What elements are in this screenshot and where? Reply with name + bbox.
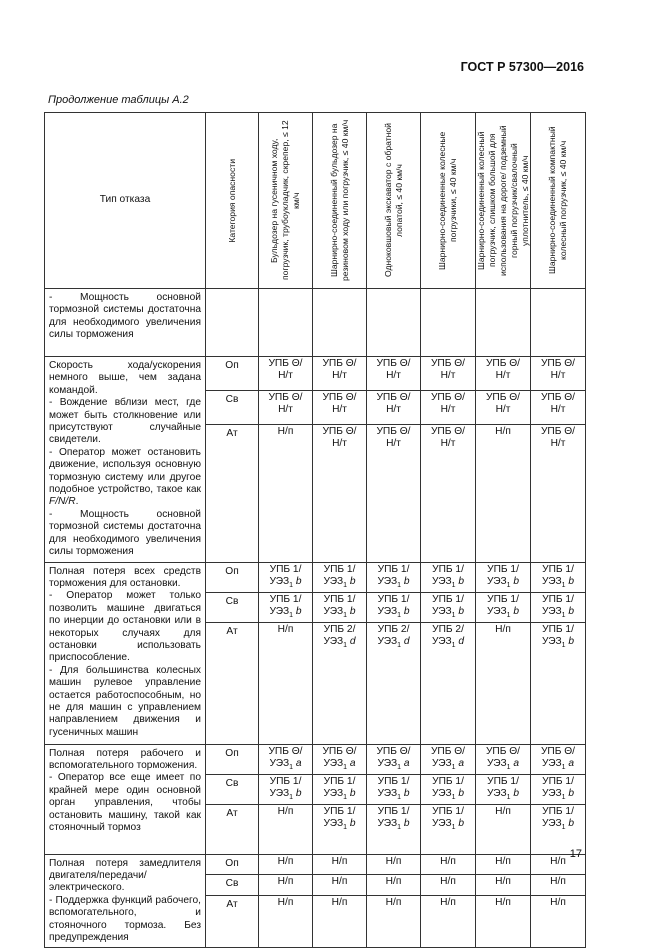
risk-value-cell: УПБ 2/ $УЭЗ_1$ d (367, 622, 421, 744)
empty-cell (531, 289, 586, 357)
failure-description: Полная потеря замедлителя двигателя/передачи/электрического. - Поддержка функций рабочего, вспомогательного, и стояночного тормоза. Без предупреждения (45, 854, 206, 948)
hazard-category-cell: Св (206, 875, 259, 896)
table-header-row (45, 113, 586, 289)
risk-value-cell: УПБ Θ/ Н/т (259, 357, 313, 391)
header-machine-1: Бульдозер на гусеничном ходу, погрузчик, трубоукладчик, скрепер, ≤ 12 км/ч (259, 113, 313, 289)
hazard-category-cell: Ат (206, 896, 259, 948)
hazard-table (44, 112, 586, 948)
page-number: 17 (569, 848, 582, 860)
table-row (45, 357, 586, 391)
header-hazard-category: Категория опасности (206, 113, 259, 289)
risk-value-cell: УПБ Θ/ Н/т (313, 424, 367, 562)
risk-value-cell: Н/п (313, 896, 367, 948)
header-machine-2: Шарнирно-соединенный бульдозер на резиновом ходу или погрузчик, ≤ 40 км/ч (313, 113, 367, 289)
risk-value-cell: УПБ 1/ $УЭЗ_1$ b (476, 592, 531, 622)
failure-description: Полная потеря рабочего и вспомогательного торможения. - Оператор все еще имеет по крайней мере один основной орган управления, чтобы остановить машину, такой как стояночный тормоз (45, 744, 206, 854)
empty-cell (313, 289, 367, 357)
table-continuation-caption: Продолжение таблицы А.2 (48, 94, 189, 106)
risk-value-cell: УПБ 1/ $УЭЗ_1$ b (531, 804, 586, 854)
risk-value-cell: Н/п (367, 854, 421, 875)
hazard-category-cell: Св (206, 774, 259, 804)
risk-value-cell: УПБ 1/ $УЭЗ_1$ b (313, 592, 367, 622)
empty-cell (476, 289, 531, 357)
risk-value-cell: УПБ 1/ $УЭЗ_1$ b (367, 562, 421, 592)
risk-value-cell: Н/п (259, 896, 313, 948)
table-row (45, 289, 586, 357)
risk-value-cell: УПБ 1/ $УЭЗ_1$ b (367, 592, 421, 622)
hazard-category-cell: Ат (206, 804, 259, 854)
hazard-category-cell: Оп (206, 744, 259, 774)
risk-value-cell: УПБ Θ/ $УЭЗ_1$ a (421, 744, 476, 774)
risk-value-cell: Н/п (259, 875, 313, 896)
hazard-category-cell: Оп (206, 562, 259, 592)
hazard-category-cell: Оп (206, 357, 259, 391)
risk-value-cell: УПБ Θ/ Н/т (259, 390, 313, 424)
header-failure-type: Тип отказа (45, 113, 206, 289)
risk-value-cell: УПБ Θ/ $УЭЗ_1$ a (259, 744, 313, 774)
empty-cell (206, 289, 259, 357)
risk-value-cell: Н/п (531, 875, 586, 896)
hazard-category-cell: Св (206, 592, 259, 622)
risk-value-cell: Н/п (476, 896, 531, 948)
risk-value-cell: УПБ 1/ $УЭЗ_1$ b (421, 804, 476, 854)
risk-value-cell: Н/п (313, 854, 367, 875)
risk-value-cell: Н/п (367, 875, 421, 896)
risk-value-cell: Н/п (476, 804, 531, 854)
risk-value-cell: УПБ 1/ $УЭЗ_1$ b (367, 804, 421, 854)
header-machine-6: Шарнирно-соединенный компактный колесный погрузчик, ≤ 40 км/ч (531, 113, 586, 289)
risk-value-cell: Н/п (531, 854, 586, 875)
risk-value-cell: Н/п (367, 896, 421, 948)
risk-value-cell: Н/п (476, 424, 531, 562)
risk-value-cell: УПБ 1/ $УЭЗ_1$ b (421, 592, 476, 622)
risk-value-cell: УПБ Θ/ Н/т (367, 424, 421, 562)
risk-value-cell: УПБ 1/ $УЭЗ_1$ b (421, 774, 476, 804)
risk-value-cell: УПБ Θ/ Н/т (531, 357, 586, 391)
risk-value-cell: Н/п (476, 875, 531, 896)
table-row (45, 562, 586, 592)
risk-value-cell: УПБ 2/ $УЭЗ_1$ d (313, 622, 367, 744)
risk-value-cell: УПБ Θ/ Н/т (531, 424, 586, 562)
header-machine-3: Одноковшовый экскаватор с обратной лопатой, ≤ 40 км/ч (367, 113, 421, 289)
risk-value-cell: УПБ Θ/ Н/т (476, 390, 531, 424)
risk-value-cell: УПБ 1/ $УЭЗ_1$ b (531, 774, 586, 804)
risk-value-cell: Н/п (476, 854, 531, 875)
risk-value-cell: УПБ 1/ $УЭЗ_1$ b (313, 562, 367, 592)
table-row (45, 744, 586, 774)
risk-value-cell: УПБ 1/ $УЭЗ_1$ b (313, 774, 367, 804)
risk-value-cell: Н/п (421, 875, 476, 896)
risk-value-cell: Н/п (259, 854, 313, 875)
hazard-category-cell: Ат (206, 622, 259, 744)
empty-cell (421, 289, 476, 357)
risk-value-cell: УПБ Θ/ Н/т (313, 390, 367, 424)
risk-value-cell: Н/п (531, 896, 586, 948)
risk-value-cell: УПБ 1/ $УЭЗ_1$ b (531, 622, 586, 744)
risk-value-cell: УПБ 1/ $УЭЗ_1$ b (259, 562, 313, 592)
failure-description: Скорость хода/ускорения немного выше, чем задана командой. - Вождение вблизи мест, где может быть столкновение или присутствуют случайные свидетели. - Оператор может остановить движение, используя основную тормозную систему или другое подобное устройство, такое как F/N/R. - Мощность основной тормозной системы достаточна для необходимого увеличения силы торможения (45, 357, 206, 563)
empty-cell (367, 289, 421, 357)
risk-value-cell: Н/п (259, 424, 313, 562)
risk-value-cell: УПБ Θ/ Н/т (313, 357, 367, 391)
header-machine-4: Шарнирно-соединенные колесные погрузчики, ≤ 40 км/ч (421, 113, 476, 289)
risk-value-cell: УПБ 1/ $УЭЗ_1$ b (476, 562, 531, 592)
risk-value-cell: УПБ Θ/ Н/т (421, 390, 476, 424)
risk-value-cell: УПБ 2/ $УЭЗ_1$ d (421, 622, 476, 744)
risk-value-cell: Н/п (421, 854, 476, 875)
risk-value-cell: УПБ Θ/ $УЭЗ_1$ a (531, 744, 586, 774)
risk-value-cell: УПБ Θ/ Н/т (421, 424, 476, 562)
empty-cell (259, 289, 313, 357)
risk-value-cell: УПБ Θ/ Н/т (367, 357, 421, 391)
table-row (45, 854, 586, 875)
risk-value-cell: Н/п (313, 875, 367, 896)
risk-value-cell: УПБ Θ/ Н/т (476, 357, 531, 391)
risk-value-cell: УПБ 1/ $УЭЗ_1$ b (259, 774, 313, 804)
hazard-category-cell: Оп (206, 854, 259, 875)
risk-value-cell: УПБ Θ/ Н/т (421, 357, 476, 391)
risk-value-cell: УПБ 1/ $УЭЗ_1$ b (259, 592, 313, 622)
risk-value-cell: УПБ 1/ $УЭЗ_1$ b (476, 774, 531, 804)
risk-value-cell: УПБ 1/ $УЭЗ_1$ b (313, 804, 367, 854)
hazard-category-cell: Ат (206, 424, 259, 562)
risk-value-cell: УПБ 1/ $УЭЗ_1$ b (421, 562, 476, 592)
risk-value-cell: УПБ Θ/ $УЭЗ_1$ a (313, 744, 367, 774)
risk-value-cell: Н/п (476, 622, 531, 744)
risk-value-cell: УПБ 1/ $УЭЗ_1$ b (367, 774, 421, 804)
risk-value-cell: УПБ Θ/ Н/т (367, 390, 421, 424)
failure-description: - Мощность основной тормозной системы достаточна для необходимого увеличения силы торможения (45, 289, 206, 357)
risk-value-cell: Н/п (259, 804, 313, 854)
risk-value-cell: Н/п (421, 896, 476, 948)
failure-description: Полная потеря всех средств торможения для остановки. - Оператор может только позволить машине двигаться по инерции до остановки или в некоторых случаях для остановки использовать приспособление. - Для большинства колесных машин рулевое управление остается работоспособным, но не для машин с управлением направлением движения и гусеничных машин (45, 562, 206, 744)
risk-value-cell: Н/п (259, 622, 313, 744)
risk-value-cell: УПБ Θ/ Н/т (531, 390, 586, 424)
risk-value-cell: УПБ 1/ $УЭЗ_1$ b (531, 592, 586, 622)
risk-value-cell: УПБ 1/ $УЭЗ_1$ b (531, 562, 586, 592)
risk-value-cell: УПБ Θ/ $УЭЗ_1$ a (367, 744, 421, 774)
risk-value-cell: УПБ Θ/ $УЭЗ_1$ a (476, 744, 531, 774)
hazard-category-cell: Св (206, 390, 259, 424)
header-machine-5: Шарнирно-соединенный колесный погрузчик, слишком большой для использования на дороге/ подземный горный погрузчик/свалочный уплотнитель, ≤ 40 км/ч (476, 113, 531, 289)
standard-number: ГОСТ Р 57300—2016 (460, 60, 584, 74)
